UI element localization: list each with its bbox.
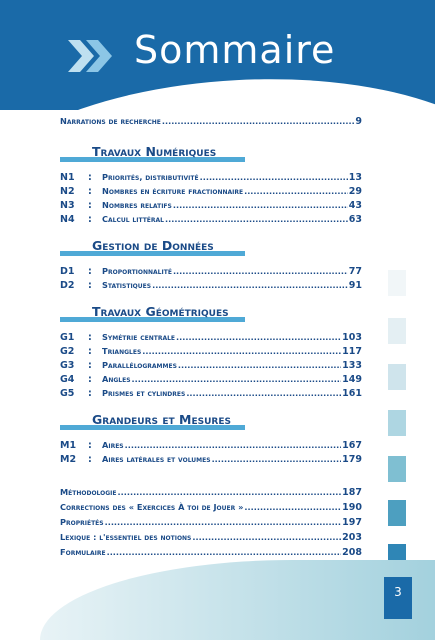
leader-dots	[105, 517, 342, 527]
entry-page: 197	[342, 517, 362, 528]
entry-page: 13	[348, 172, 362, 183]
leader-dots	[142, 346, 341, 356]
leader-dots	[118, 487, 342, 497]
entry-label: Triangles	[102, 346, 142, 356]
entry-code: M2	[60, 454, 77, 465]
entry-colon: :	[88, 200, 92, 211]
page-number: 3	[384, 577, 412, 619]
entry-label: Nombres relatifs	[102, 200, 172, 210]
entry-code: G1	[60, 332, 75, 343]
entry-colon: :	[88, 186, 92, 197]
section-title: Travaux Géométriques	[92, 304, 229, 319]
entry-label: Méthodologie	[60, 487, 117, 497]
page-title: Sommaire	[134, 28, 336, 72]
entry-code: D2	[60, 280, 75, 291]
entry-colon: :	[88, 374, 92, 385]
entry-colon: :	[88, 172, 92, 183]
leader-dots	[165, 214, 348, 224]
toc-entry[interactable]	[60, 172, 362, 183]
double-chevron-right-icon	[68, 40, 116, 72]
toc-entry-narrations[interactable]	[60, 116, 362, 127]
entry-page: 208	[342, 547, 362, 558]
toc-entry[interactable]	[60, 360, 362, 371]
toc-entry-appendix[interactable]	[60, 502, 362, 513]
decor-square	[388, 410, 406, 436]
entry-code: N2	[60, 186, 75, 197]
leader-dots	[162, 116, 355, 126]
section-title: Grandeurs et Mesures	[92, 412, 231, 427]
entry-colon: :	[88, 266, 92, 277]
entry-label: Formulaire	[60, 547, 106, 557]
entry-page: 29	[348, 186, 362, 197]
decor-square	[388, 270, 406, 296]
entry-code: G2	[60, 346, 75, 357]
entry-colon: :	[88, 454, 92, 465]
decor-square	[388, 500, 406, 526]
leader-dots	[212, 454, 342, 464]
leader-dots	[244, 186, 348, 196]
toc-entry[interactable]	[60, 346, 362, 357]
entry-code: G5	[60, 388, 75, 399]
bottom-wave	[40, 560, 435, 640]
leader-dots	[176, 332, 341, 342]
entry-label: Proportionnalité	[102, 266, 172, 276]
entry-page: 149	[342, 374, 362, 385]
entry-code: N1	[60, 172, 75, 183]
toc-entry-appendix[interactable]	[60, 487, 362, 498]
toc-entry-appendix[interactable]	[60, 532, 362, 543]
entry-label: Propriétés	[60, 517, 104, 527]
decor-square	[388, 318, 406, 344]
header-curve	[0, 65, 435, 110]
entry-page: 43	[348, 200, 362, 211]
toc-entry[interactable]	[60, 214, 362, 225]
entry-label: Prismes et cylindres	[102, 388, 186, 398]
entry-page: 91	[348, 280, 362, 291]
entry-label: Priorités, distributivité	[102, 172, 199, 182]
entry-page: 133	[342, 360, 362, 371]
entry-page: 63	[348, 214, 362, 225]
entry-label: Aires	[102, 440, 124, 450]
entry-label: Angles	[102, 374, 131, 384]
entry-label: Corrections des « Exercices À toi de Jouer »	[60, 502, 244, 512]
toc-entry[interactable]	[60, 186, 362, 197]
leader-dots	[152, 280, 348, 290]
toc-entry[interactable]	[60, 200, 362, 211]
entry-code: N4	[60, 214, 75, 225]
entry-code: G4	[60, 374, 75, 385]
section-title: Travaux Numériques	[92, 144, 217, 159]
entry-page: 203	[342, 532, 362, 543]
toc-entry[interactable]	[60, 374, 362, 385]
entry-colon: :	[88, 360, 92, 371]
entry-colon: :	[88, 332, 92, 343]
entry-colon: :	[88, 280, 92, 291]
leader-dots	[244, 502, 341, 512]
leader-dots	[132, 374, 342, 384]
toc-entry[interactable]	[60, 388, 362, 399]
entry-code: G3	[60, 360, 75, 371]
toc-entry[interactable]	[60, 332, 362, 343]
entry-page: 103	[342, 332, 362, 343]
entry-colon: :	[88, 214, 92, 225]
toc-entry-appendix[interactable]	[60, 517, 362, 528]
leader-dots	[178, 360, 341, 370]
toc-entry[interactable]	[60, 440, 362, 451]
entry-code: D1	[60, 266, 75, 277]
entry-label: Aires latérales et volumes	[102, 454, 211, 464]
entry-colon: :	[88, 440, 92, 451]
entry-code: N3	[60, 200, 75, 211]
leader-dots	[200, 172, 348, 182]
entry-colon: :	[88, 388, 92, 399]
entry-page: 77	[348, 266, 362, 277]
decor-square	[388, 456, 406, 482]
toc-entry[interactable]	[60, 266, 362, 277]
entry-label: Nombres en écriture fractionnaire	[102, 186, 244, 196]
toc-entry[interactable]	[60, 454, 362, 465]
entry-page: 187	[342, 487, 362, 498]
entry-label: Statistiques	[102, 280, 152, 290]
entry-page: 117	[342, 346, 362, 357]
decor-square	[388, 364, 406, 390]
entry-page: 161	[342, 388, 362, 399]
leader-dots	[192, 532, 341, 542]
entry-page: 179	[342, 454, 362, 465]
leader-dots	[186, 388, 341, 398]
entry-label: Lexique : l'essentiel des notions	[60, 532, 192, 542]
toc-entry-appendix[interactable]	[60, 547, 362, 558]
toc-entry[interactable]	[60, 280, 362, 291]
entry-code: M1	[60, 440, 77, 451]
entry-label: Calcul littéral	[102, 214, 164, 224]
entry-colon: :	[88, 346, 92, 357]
entry-page: 9	[355, 116, 362, 127]
leader-dots	[173, 266, 348, 276]
entry-label: Parallélogrammes	[102, 360, 177, 370]
leader-dots	[125, 440, 342, 450]
entry-label: Symétrie centrale	[102, 332, 176, 342]
entry-label: Narrations de recherche	[60, 116, 161, 126]
entry-page: 190	[342, 502, 362, 513]
leader-dots	[173, 200, 348, 210]
entry-page: 167	[342, 440, 362, 451]
section-title: Gestion de Données	[92, 238, 214, 253]
leader-dots	[107, 547, 342, 557]
